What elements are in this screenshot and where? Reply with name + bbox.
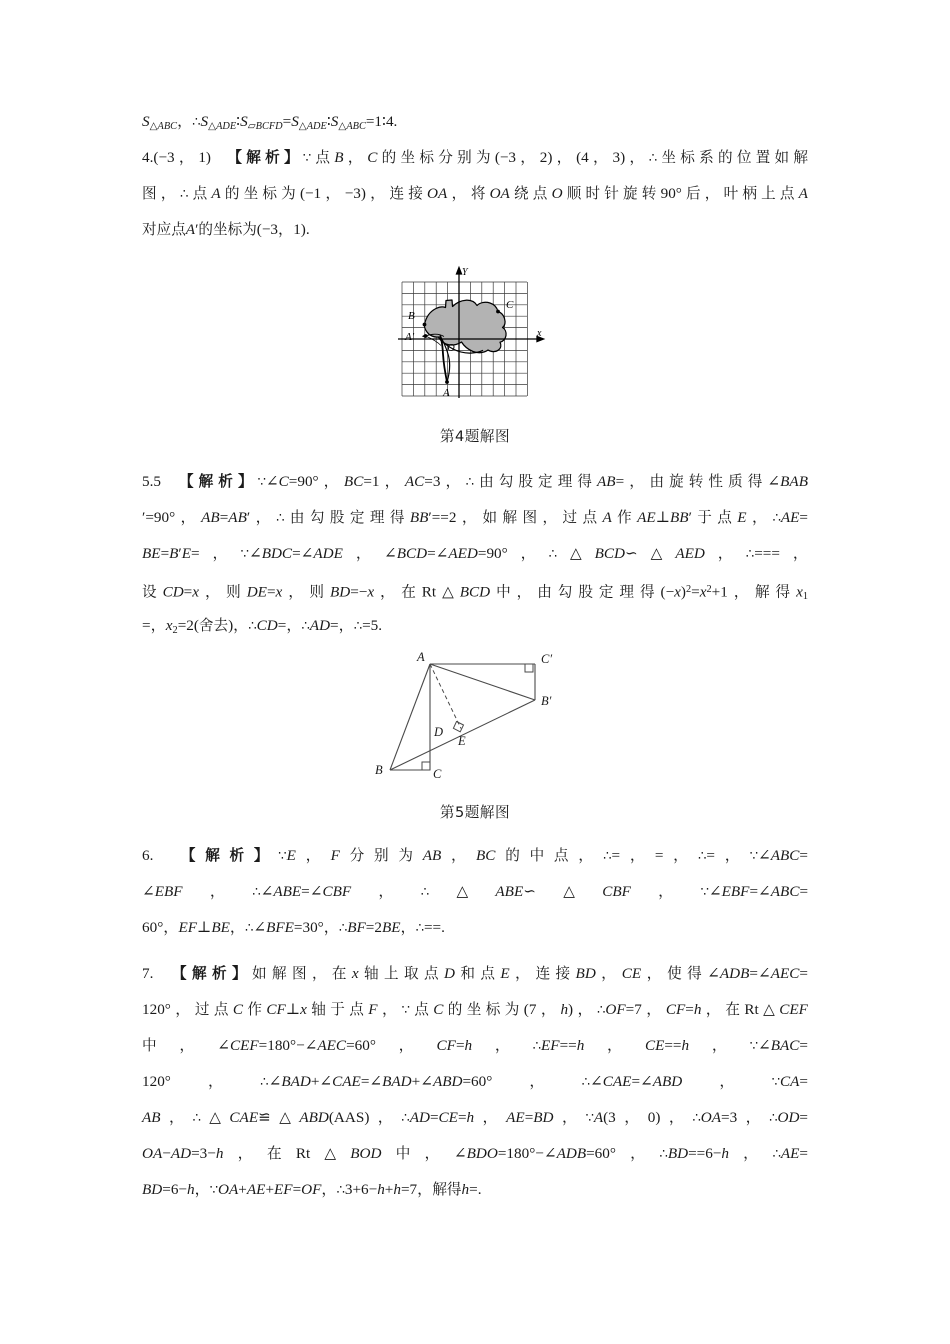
text-line: 120°，过点C作CF⊥x轴于点F，∵点C的坐标为(7，h)，∴OF=7，CF=h，在Rt△CEF xyxy=(142,1001,808,1018)
text-line: 120°，∴∠BAD+∠CAE=∠BAD+∠ABD=60°，∴∠CAE=∠ABD，∵CA= xyxy=(142,1073,808,1090)
vertex-label-e: E xyxy=(458,734,466,748)
figure-caption-problem5: 第5题解图 xyxy=(439,804,511,821)
coordinate-grid-leaf-diagram xyxy=(380,262,570,404)
text-line: BE=B′E=，∵∠BDC=∠ADE，∠BCD=∠AED=90°，∴△BCD∽△AED，∴===， xyxy=(142,545,809,562)
paragraph-problem3-tail xyxy=(142,104,808,140)
figure-problem4 xyxy=(142,262,808,452)
text-line: $S_{\triangle ABC}$，$\therefore S_{\triangle ADE}∶S_{▱BCFD}=S_{\triangle ADE}∶S_{\triangle ABC}=1∶4$. xyxy=(142,113,398,132)
text-line: OA−AD=3−h，在Rt△BOD中，∠BDO=180°−∠ADB=60°，∴BD==6−h，∴AE= xyxy=(142,1145,808,1162)
paragraph-problem7 xyxy=(142,956,808,1208)
text-line: BD=6−h，∵OA+AE+EF=OF，∴3+6−h+h=7，解得h=. xyxy=(142,1181,482,1198)
text-line: 7. 【解析】如解图，在x轴上取点D和点E，连接BD，CE，使得∠ADB=∠AEC= xyxy=(142,965,808,982)
vertex-label-b-prime: B′ xyxy=(541,694,552,708)
text-line: =，$x_2=2$(舍去)，∴CD=，∴AD=，∴=5. xyxy=(142,617,383,636)
text-line: ′=90°，AB=AB′，∴由勾股定理得BB′==2，如解图，过点A作AE⊥BB′于点E，∴AE= xyxy=(142,509,808,526)
vertex-label-c: C xyxy=(433,767,442,781)
axis-label-x: x xyxy=(537,328,542,339)
text-line: 4.(−3，1) 【解析】∵点B，C的坐标分别为(−3，2)，(4，3)，∴坐标系的位置如解 xyxy=(142,149,808,166)
point-label-a: A xyxy=(443,387,450,399)
vertex-label-d: D xyxy=(434,725,444,739)
paragraph-problem5 xyxy=(142,464,808,644)
ginkgo-leaf-shape xyxy=(424,300,506,353)
paragraph-problem6 xyxy=(142,838,808,946)
figure-caption-problem4: 第4题解图 xyxy=(439,428,511,445)
vertex-label-b: B xyxy=(375,763,383,777)
text-line: 5.5 【解析】∵∠C=90°，BC=1，AC=3，∴由勾股定理得AB=，由旋转性质得∠BAB xyxy=(142,473,808,490)
paragraph-problem4 xyxy=(142,140,808,248)
altitude-dashed-line xyxy=(430,664,461,729)
figure-problem5 xyxy=(142,652,808,828)
point-label-a-prime: A′ xyxy=(405,331,415,343)
triangle-rotation-diagram xyxy=(360,652,590,786)
origin-label: O xyxy=(447,343,455,354)
vertex-label-a: A xyxy=(417,652,425,664)
text-line: 6. 【解析】∵E，F分别为AB，BC的中点，∴=，=，∴=，∵∠ABC= xyxy=(142,847,808,864)
text-line: 设CD=x，则DE=x，则BD=−x，在Rt△BCD中，由勾股定理得$(-x)^2=x^2+1$，解得$x_1$ xyxy=(142,583,808,603)
vertex-label-c-prime: C′ xyxy=(541,652,553,666)
text-line: 对应点A′的坐标为(−3，1). xyxy=(142,221,310,238)
document-content xyxy=(142,104,808,1208)
text-line: 60°，EF⊥BE，∴∠BFE=30°，∴BF=2BE，∴==. xyxy=(142,919,445,936)
axis-label-y: Y xyxy=(462,267,468,278)
text-line: 中，∠CEF=180°−∠AEC=60°，CF=h，∴EF==h，CE==h，∵∠BAC= xyxy=(142,1037,808,1054)
point-label-c: C xyxy=(506,299,514,311)
point-label-b: B xyxy=(408,310,415,322)
text-line: ∠EBF，∴∠ABE=∠CBF，∴△ABE∽△CBF，∵∠EBF=∠ABC= xyxy=(142,883,809,900)
text-line: 图，∴点A的坐标为(−1，−3)，连接OA，将OA绕点O顺时针旋转90°后，叶柄上点A xyxy=(142,185,808,202)
text-line: AB，∴△CAE≌△ABD(AAS)，∴AD=CE=h，AE=BD，∵A(3，0)，∴OA=3，∴OD= xyxy=(142,1109,808,1126)
triangle-edges xyxy=(390,664,535,770)
